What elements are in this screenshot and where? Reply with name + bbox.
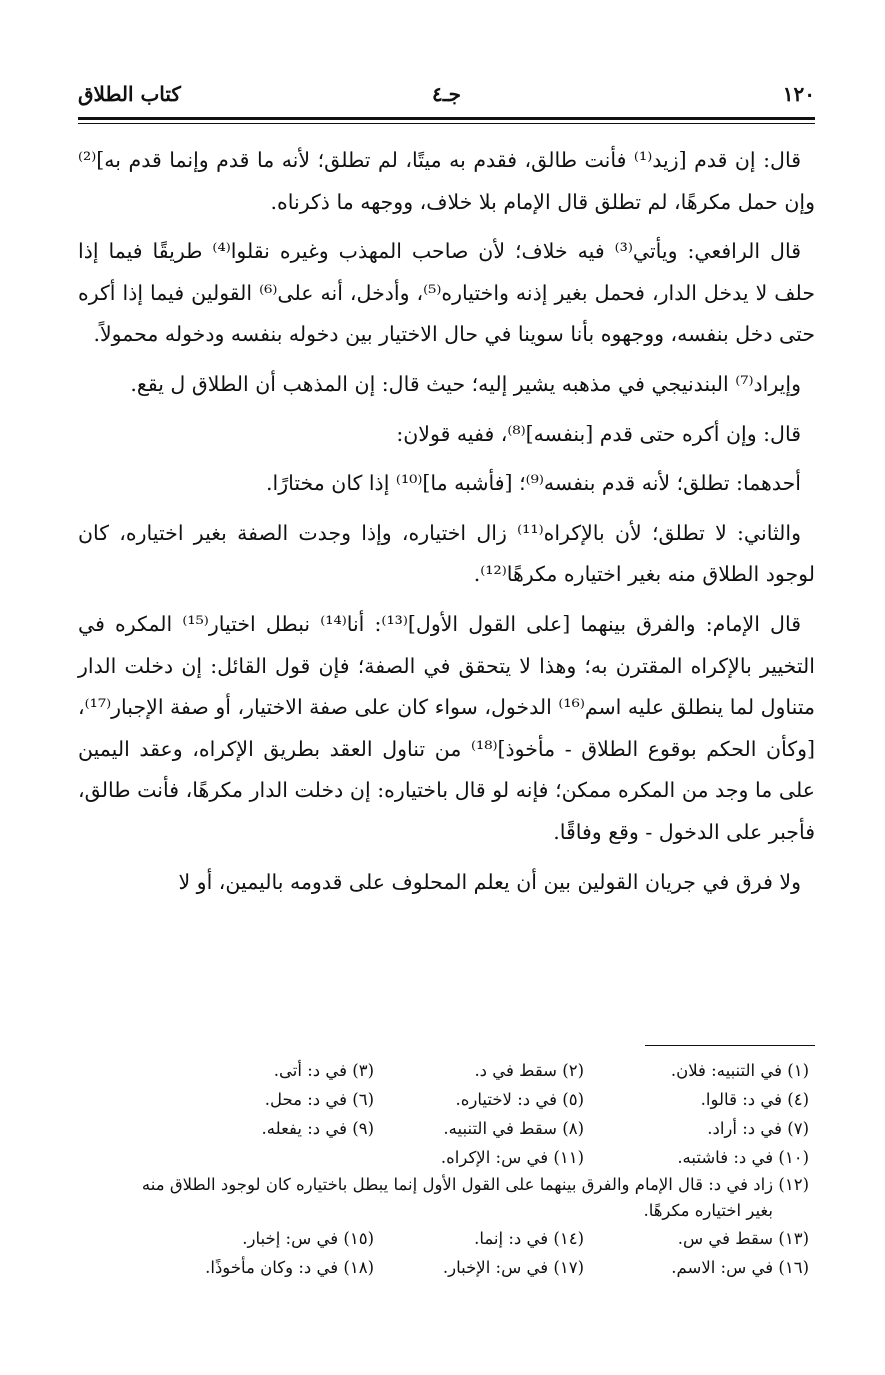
- footnote: (٢) سقط في د.: [474, 1061, 584, 1080]
- footnote: (٥) في د: لاختياره.: [455, 1090, 584, 1109]
- footnote-12-line: (١٢) زاد في د: قال الإمام والفرق بينهما على القول الأول إنما يبطل باختياره كان لوجود الطلاق منه: [141, 1175, 809, 1194]
- footnote-row: [78, 1056, 815, 1085]
- book-title: كتاب الطلاق: [78, 82, 181, 106]
- footnote: (١٣) سقط في س.: [677, 1229, 809, 1248]
- footnote: (١٧) في س: الإخبار.: [442, 1258, 584, 1277]
- footnote-row: [78, 1253, 815, 1282]
- footnote: (١٨) في د: وكان مأخوذًا.: [205, 1258, 374, 1277]
- footnote-separator: [645, 1045, 815, 1046]
- footnote: (٤) في د: قالوا.: [700, 1090, 809, 1109]
- paragraph: قال الرافعي: ويأتي⁽³⁾ فيه خلاف؛ لأن صاحب المهذب وغيره نقلوا⁽⁴⁾ طريقًا فيما إذا حلف لا يدخل الدار، فحمل بغير إذنه واختياره⁽⁵⁾، وأدخل، أنه على⁽⁶⁾ القولين فيما إذا أكره حتى دخل بنفسه، ووجهوه بأنا سوينا في حال الاختيار بين دخوله بنفسه ودخوله محمولاً.: [78, 239, 815, 347]
- footnote: (٨) سقط في التنبيه.: [443, 1119, 584, 1138]
- footnote-row: [78, 1114, 815, 1143]
- paragraph: أحدهما: تطلق؛ لأنه قدم بنفسه⁽⁹⁾؛ [فأشبه ما]⁽¹⁰⁾ إذا كان مختارًا.: [266, 471, 801, 496]
- footnote: (٩) في د: يفعله.: [261, 1119, 374, 1138]
- footnote-12-continuation: بغير اختياره مكرهًا.: [643, 1201, 773, 1220]
- footnote: (١٦) في س: الاسم.: [671, 1258, 809, 1277]
- volume-label: جـ٤: [432, 82, 461, 106]
- footnote: (١٤) في د: إنما.: [474, 1229, 584, 1248]
- footnotes: [78, 1056, 815, 1282]
- paragraph: قال: إن قدم [زيد⁽¹⁾ فأنت طالق، فقدم به ميتًا، لم تطلق؛ لأنه ما قدم وإنما قدم به]⁽²⁾ وإن حمل مكرهًا، لم تطلق قال الإمام بلا خلاف، ووجهه ما ذكرناه.: [78, 148, 815, 214]
- footnote: (١٥) في س: إخبار.: [242, 1229, 374, 1248]
- paragraph: قال: وإن أكره حتى قدم [بنفسه]⁽⁸⁾، ففيه قولان:: [396, 421, 801, 446]
- header-rule-thin: [78, 123, 815, 124]
- footnote: (٦) في د: محل.: [264, 1090, 374, 1109]
- page-number: ١٢٠: [782, 82, 815, 106]
- paragraph: ولا فرق في جريان القولين بين أن يعلم المحلوف على قدومه باليمين، أو لا: [178, 869, 801, 894]
- footnote: (٣) في د: أتى.: [273, 1061, 374, 1080]
- footnote: (١) في التنبيه: فلان.: [670, 1061, 809, 1080]
- footnote: (٧) في د: أراد.: [707, 1119, 809, 1138]
- footnote-row: [78, 1143, 815, 1172]
- page-header: [78, 82, 815, 116]
- paragraph: وإيراد⁽⁷⁾ البندنيجي في مذهبه يشير إليه؛ حيث قال: إن المذهب أن الطلاق ل يقع.: [130, 371, 801, 396]
- footnote-row: [78, 1224, 815, 1253]
- footnote: (١١) في س: الإكراه.: [440, 1148, 584, 1167]
- main-text: [78, 140, 815, 911]
- footnote: (١٠) في د: فاشتبه.: [677, 1148, 809, 1167]
- footnote-row: [78, 1085, 815, 1114]
- header-rule-thick: [78, 117, 815, 120]
- paragraph: قال الإمام: والفرق بينهما [على القول الأول]⁽¹³⁾: أنا⁽¹⁴⁾ نبطل اختيار⁽¹⁵⁾ المكره في التخيير بالإكراه المقترن به؛ وهذا لا يتحقق في الصفة؛ فإن قول القائل: إن دخلت الدار متناول لما ينطلق عليه اسم⁽¹⁶⁾ الدخول، سواء كان على صفة الاختيار، أو صفة الإجبار⁽¹⁷⁾، [وكأن الحكم بوقوع الطلاق - مأخوذ]⁽¹⁸⁾ من تناول العقد بطريق الإكراه، وعقد اليمين على ما وجد من المكره ممكن؛ فإنه لو قال باختياره: إن دخلت الدار مكرهًا، فأنت طالق، فأجبر على الدخول - وقع وفاقًا.: [78, 611, 815, 844]
- paragraph: والثاني: لا تطلق؛ لأن بالإكراه⁽¹¹⁾ زال اختياره، وإذا وجدت الصفة بغير اختياره، كان لوجود الطلاق منه بغير اختياره مكرهًا⁽¹²⁾.: [78, 520, 815, 587]
- footnote-12: [78, 1172, 815, 1224]
